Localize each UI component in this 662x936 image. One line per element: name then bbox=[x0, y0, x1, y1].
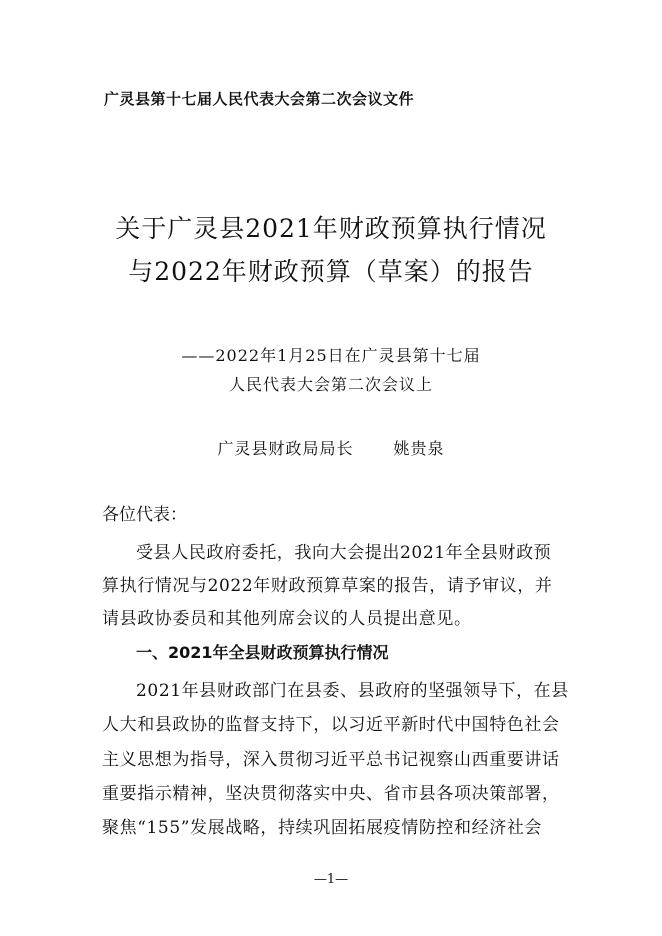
section-paragraph-line: 2021年县财政部门在县委、县政府的坚强领导下，在县 bbox=[136, 681, 569, 701]
author-position: 广灵县财政局局长 bbox=[217, 439, 354, 458]
intro-paragraph-line: 受县人民政府委托，我向大会提出2021年全县财政预 bbox=[136, 543, 552, 563]
report-title-line-2: 与2022年财政预算（草案）的报告 bbox=[128, 257, 534, 286]
report-subtitle-line-1: ——2022年1月25日在广灵县第十七届 bbox=[181, 346, 481, 365]
page-number: —1— bbox=[313, 872, 349, 887]
document-header: 广灵县第十七届人民代表大会第二次会议文件 bbox=[104, 90, 415, 108]
author-name: 姚贵泉 bbox=[393, 439, 445, 458]
greeting: 各位代表： bbox=[102, 505, 187, 525]
report-title-line-1: 关于广灵县2021年财政预算执行情况 bbox=[115, 214, 547, 243]
report-subtitle-line-2: 人民代表大会第二次会议上 bbox=[228, 375, 433, 394]
author-line bbox=[0, 436, 662, 459]
section-heading: 一、2021年全县财政预算执行情况 bbox=[136, 643, 389, 662]
section-paragraph-line: 重要指示精神，坚决贯彻落实中央、省市县各项决策部署， bbox=[102, 784, 560, 804]
intro-paragraph-line: 请县政协委员和其他列席会议的人员提出意见。 bbox=[102, 609, 472, 629]
intro-paragraph-line: 算执行情况与2022年财政预算草案的报告，请予审议，并 bbox=[102, 576, 553, 596]
section-paragraph-line: 聚焦“155”发展战略，持续巩固拓展疫情防控和经济社会 bbox=[102, 818, 543, 838]
section-paragraph-line: 人大和县政协的监督支持下，以习近平新时代中国特色社会 bbox=[102, 715, 560, 735]
section-paragraph-line: 主义思想为指导，深入贯彻习近平总书记视察山西重要讲话 bbox=[102, 750, 560, 770]
